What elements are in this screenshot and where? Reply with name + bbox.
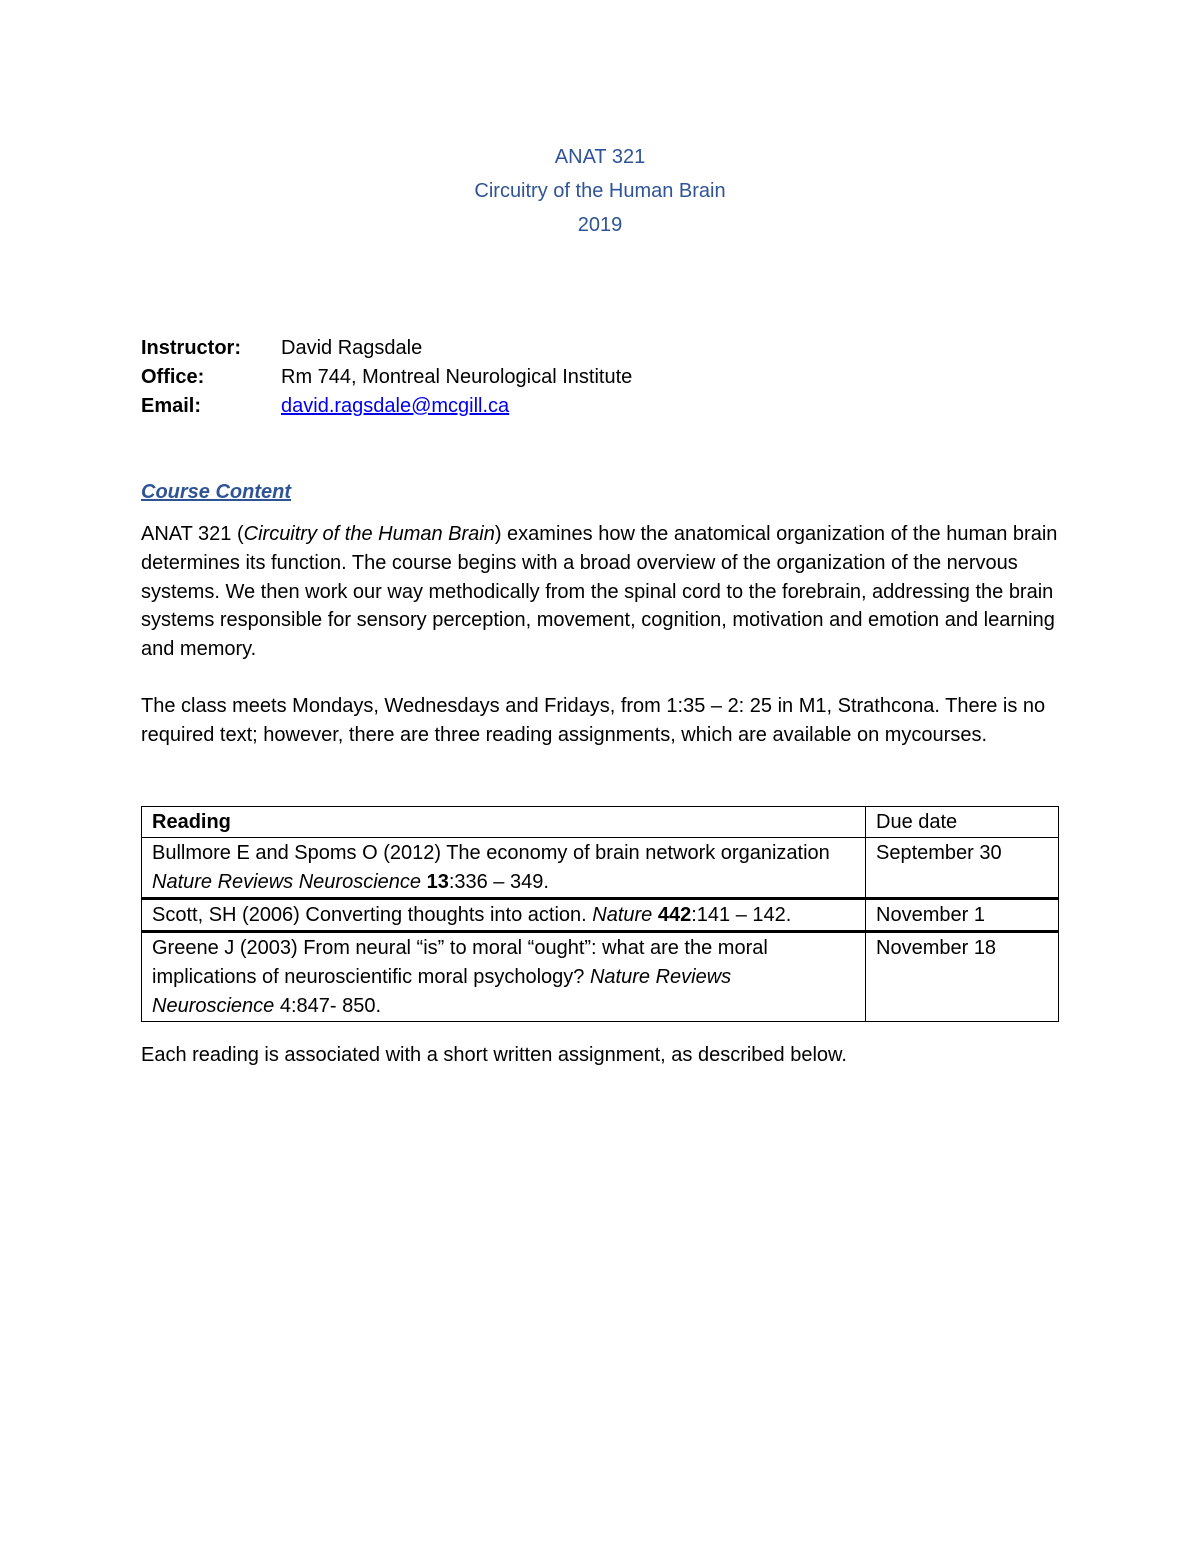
course-code: ANAT 321 (554, 146, 646, 168)
course-title: Circuitry of the Human Brain (474, 180, 726, 202)
pages: :141 – 142. (691, 904, 792, 926)
office-label: Office: (141, 366, 205, 388)
pages: :336 – 349. (448, 871, 549, 893)
reading-column-header: Reading (142, 807, 866, 838)
due-date-cell: November 18 (866, 932, 1059, 1022)
instructor-row (141, 334, 632, 363)
office-row (141, 363, 632, 392)
para1-italic: Circuitry of the Human Brain (243, 523, 495, 545)
instructor-value: David Ragsdale (281, 337, 423, 359)
office-value: Rm 744, Montreal Neurological Institute (281, 366, 633, 388)
pages: 4:847- 850. (279, 995, 382, 1017)
due-date-cell: September 30 (866, 838, 1059, 899)
due-date-column-header: Due date (866, 807, 1059, 838)
reading-cell (142, 932, 866, 1022)
email-label: Email: (141, 395, 202, 417)
table-header-row (142, 807, 1059, 838)
journal-name: Nature Reviews Neuroscience (152, 966, 732, 1017)
email-row (141, 392, 632, 421)
table-row (142, 932, 1059, 1022)
title-block (0, 140, 1200, 242)
readings-table (141, 806, 1059, 1022)
email-value-wrap (281, 392, 509, 421)
reading-cell (142, 838, 866, 899)
due-date-cell: November 1 (866, 899, 1059, 932)
course-year: 2019 (577, 214, 623, 236)
assignment-note: Each reading is associated with a short written assignment, as described below. (141, 1044, 847, 1066)
reading-text: Bullmore E and Spoms O (2012) The economy of brain network organization (152, 842, 830, 864)
reading-text: Scott, SH (2006) Converting thoughts into action. (152, 904, 593, 926)
reading-text: Greene J (2003) From neural “is” to moral “ought”: what are the moral implications of neuroscientific moral psychology? (152, 937, 768, 988)
email-link[interactable]: david.ragsdale@mcgill.ca (281, 395, 510, 417)
journal-name: Nature Reviews Neuroscience (152, 871, 422, 893)
journal-name: Nature (592, 904, 653, 926)
volume: 442 (657, 904, 692, 926)
instructor-label: Instructor: (141, 337, 241, 359)
reading-cell (142, 899, 866, 932)
table-row (142, 899, 1059, 932)
volume: 13 (426, 871, 449, 893)
table-row (142, 838, 1059, 899)
para1-part1: ANAT 321 ( (141, 523, 244, 545)
para1-part2: ) examines how the anatomical organization of the human brain determines its function. The course begins with a broad overview of the organization of the nervous systems. We then work our way methodically from the spinal cord to the forebrain, addressing the brain systems responsible for sensory perception, movement, cognition, motivation and emotion and learning and memory. (141, 523, 1058, 661)
course-content-heading: Course Content (141, 481, 291, 503)
instructor-info (141, 334, 632, 421)
class-schedule: The class meets Mondays, Wednesdays and Fridays, from 1:35 – 2: 25 in M1, Strathcona. There is no required text; however, there are three reading assignments, which are available on mycourses. (141, 695, 1046, 746)
course-description (141, 520, 1059, 664)
